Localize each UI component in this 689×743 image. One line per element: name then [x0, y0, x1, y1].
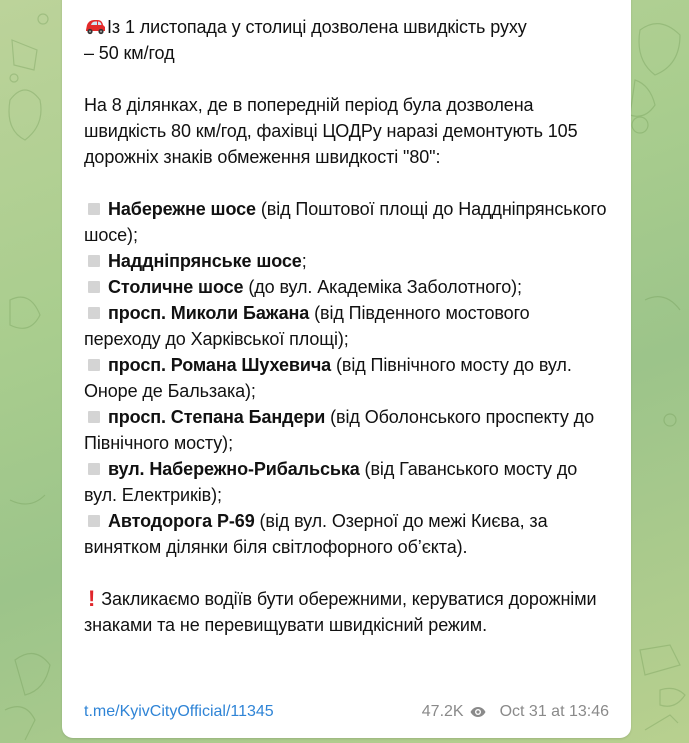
message-text [84, 14, 609, 638]
bullet-square-icon [88, 281, 100, 293]
road-details: (від Поштової площі до Наддніпрянського шосе); [84, 199, 607, 245]
post-link[interactable]: t.me/KyivCityOfficial/11345 [84, 703, 274, 720]
road-name: Автодорога Р-69 [108, 511, 255, 531]
message-footer [84, 703, 609, 721]
intro-paragraph: На 8 ділянках, де в попередній період була дозволена швидкість 80 км/год, фахівці ЦОДРу наразі демонтують 105 дорожніх знаків обмеження швидкості "80": [84, 95, 578, 167]
exclamation-icon: ! [88, 586, 96, 611]
road-name: Наддніпрянське шосе [108, 251, 302, 271]
road-details: (від Південного мостового переходу до Харківської площі); [84, 303, 530, 349]
bullet-square-icon [88, 359, 100, 371]
bullet-square-icon [88, 515, 100, 527]
car-icon [84, 17, 106, 35]
list-item [84, 196, 609, 248]
title-text-1: Із 1 листопада у столиці дозволена швидкість руху [107, 17, 527, 37]
bullet-square-icon [88, 203, 100, 215]
list-item [84, 456, 609, 508]
eye-icon [470, 706, 486, 718]
title-line-2: – 50 км/год [84, 43, 175, 63]
road-details: (до вул. Академіка Заболотного); [243, 277, 522, 297]
bullet-square-icon [88, 307, 100, 319]
bullet-square-icon [88, 255, 100, 267]
road-details: (від Гаванського мосту до вул. Електриків); [84, 459, 578, 505]
list-item [84, 248, 609, 274]
road-name: просп. Романа Шухевича [108, 355, 332, 375]
list-item [84, 508, 609, 560]
road-list [84, 196, 609, 560]
warning-paragraph [84, 586, 609, 638]
road-name: вул. Набережно-Рибальська [108, 459, 360, 479]
road-name: просп. Миколи Бажана [108, 303, 310, 323]
bullet-square-icon [88, 463, 100, 475]
message-title [84, 14, 609, 66]
road-name: просп. Степана Бандери [108, 407, 326, 427]
list-item [84, 274, 609, 300]
warning-text: Закликаємо водіїв бути обережними, керуватися дорожніми знаками та не перевищувати швидкісний режим. [84, 589, 597, 635]
road-details: (від Оболонського проспекту до Північного мосту); [84, 407, 594, 453]
title-line-1 [84, 14, 609, 40]
list-item [84, 404, 609, 456]
road-details: (від Північного мосту до вул. Оноре де Бальзака); [84, 355, 572, 401]
road-details: (від вул. Озерної до межі Києва, за винятком ділянки біля світлофорного об’єкта). [84, 511, 548, 557]
road-details: ; [301, 251, 307, 271]
message-bubble [62, 0, 631, 738]
bullet-square-icon [88, 411, 100, 423]
list-item [84, 300, 609, 352]
message-meta [422, 703, 609, 721]
timestamp: Oct 31 at 13:46 [499, 703, 609, 720]
road-name: Столичне шосе [108, 277, 244, 297]
road-name: Набережне шосе [108, 199, 256, 219]
list-item [84, 352, 609, 404]
view-count: 47.2K [421, 703, 464, 720]
